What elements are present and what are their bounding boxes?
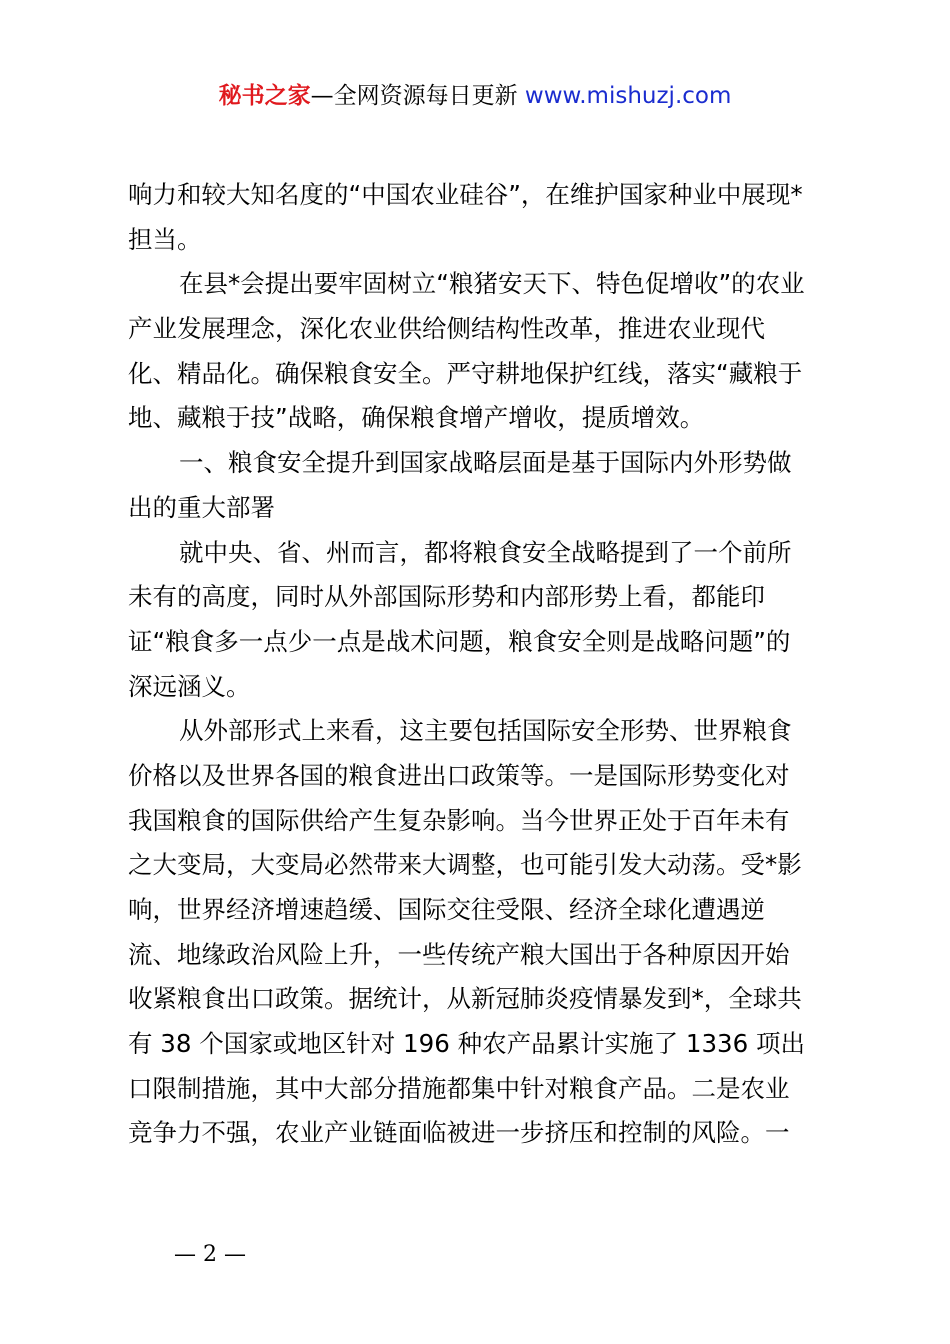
body-line: 价格以及世界各国的粮食进出口政策等。一是国际形势变化对 — [128, 760, 790, 790]
body-line: 响力和较大知名度的“中国农业硅谷”，在维护国家种业中展现* — [128, 180, 803, 209]
body-line: 响，世界经济增速趋缓、国际交往受限、经济全球化遭遇逆 — [128, 895, 765, 924]
body-line: 产业发展理念，深化农业供给侧结构性改革，推进农业现代 — [128, 314, 765, 344]
section-heading-line: 出的重大部署 — [128, 492, 275, 522]
body-line: 有 38 个国家或地区针对 196 种农产品累计实施了 1336 项出 — [128, 1029, 806, 1059]
body-line: 在县*会提出要牢固树立“粮猪安天下、特色促增收”的农业 — [179, 269, 805, 299]
body-line: 担当。 — [128, 224, 202, 254]
site-tagline: —全网资源每日更新 — [310, 83, 525, 109]
body-line: 流、地缘政治风险上升，一些传统产粮大国出于各种原因开始 — [128, 939, 790, 969]
body-line: 收紧粮食出口政策。据统计，从新冠肺炎疫情暴发到*，全球共 — [128, 984, 802, 1014]
body-line: 之大变局，大变局必然带来大调整，也可能引发大动荡。受*影 — [128, 850, 802, 880]
body-line: 化、精品化。确保粮食安全。严守耕地保护红线，落实“藏粮于 — [128, 358, 803, 388]
body-line: 未有的高度，同时从外部国际形势和内部形势上看，都能印 — [128, 582, 765, 612]
document-body — [128, 173, 832, 1156]
body-line: 证“粮食多一点少一点是战术问题，粮食安全则是战略问题”的 — [128, 626, 791, 656]
page-number: — 2 — — [174, 1242, 246, 1267]
body-line: 竞争力不强，农业产业链面临被进一步挤压和控制的风险。一 — [128, 1118, 790, 1148]
body-line: 我国粮食的国际供给产生复杂影响。当今世界正处于百年未有 — [128, 805, 790, 835]
site-brand: 秘书之家 — [218, 83, 311, 109]
section-heading-line: 一、粮食安全提升到国家战略层面是基于国际内外形势做 — [179, 448, 792, 478]
site-header — [0, 80, 950, 112]
body-line: 口限制措施，其中大部分措施都集中针对粮食产品。二是农业 — [128, 1073, 790, 1103]
body-line: 地、藏粮于技”战略，确保粮食增产增收，提质增效。 — [128, 403, 705, 433]
site-url-link[interactable]: www.mishuzj.com — [524, 83, 732, 109]
body-line: 从外部形式上来看，这主要包括国际安全形势、世界粮食 — [179, 716, 792, 746]
body-line: 就中央、省、州而言，都将粮食安全战略提到了一个前所 — [179, 537, 792, 567]
body-line: 深远涵义。 — [128, 671, 251, 701]
